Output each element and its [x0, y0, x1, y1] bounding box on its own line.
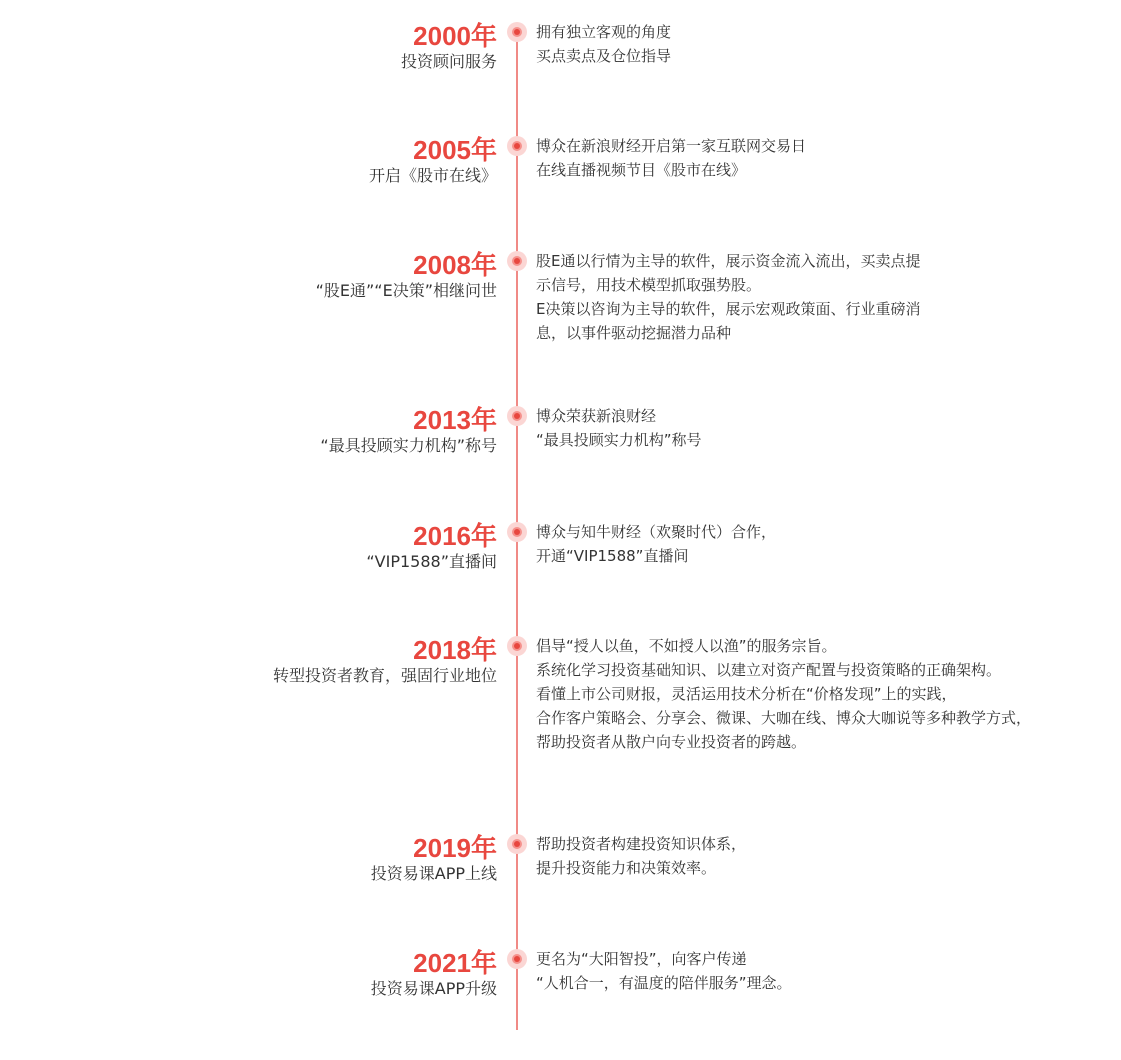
entry-subtitle: “VIP1588”直播间 [366, 552, 497, 571]
description-line: 倡导“授人以鱼，不如授人以渔”的服务宗旨。 [536, 637, 837, 655]
entry-description [536, 20, 1096, 68]
entry-subtitle: 开启《股市在线》 [368, 166, 497, 185]
entry-left [369, 134, 497, 188]
entry-left [273, 634, 497, 688]
entry-left [366, 520, 497, 574]
description-line: 开通“VIP1588”直播间 [536, 547, 689, 565]
entry-subtitle: “最具投顾实力机构”称号 [320, 436, 497, 455]
description-line: “人机合一，有温度的陪伴服务”理念。 [536, 974, 792, 992]
description-line: 息，以事件驱动挖掘潜力品种 [536, 324, 732, 342]
entry-subtitle: 投资易课APP升级 [370, 979, 497, 998]
description-line: 买点卖点及仓位指导 [536, 47, 672, 65]
entry-description [536, 249, 1096, 345]
description-line: 提升投资能力和决策效率。 [536, 859, 717, 877]
entry-year: 2019年 [413, 833, 497, 863]
entry-description [536, 634, 1096, 754]
timeline-dot-icon [507, 636, 527, 656]
entry-year: 2013年 [413, 405, 497, 435]
description-line: 合作客户策略会、分享会、微课、大咖在线、博众大咖说等多种教学方式， [536, 709, 1032, 727]
entry-left [320, 404, 497, 458]
description-line: 系统化学习投资基础知识、以建立对资产配置与投资策略的正确架构。 [536, 661, 1002, 679]
description-line: 博众在新浪财经开启第一家互联网交易日 [536, 137, 807, 155]
entry-description [536, 404, 1096, 452]
entry-left [401, 20, 497, 74]
entry-description [536, 520, 1096, 568]
description-line: 博众荣获新浪财经 [536, 407, 657, 425]
entry-year: 2021年 [413, 948, 497, 978]
entry-left [371, 832, 497, 886]
entry-left [371, 947, 497, 1001]
entry-subtitle: 投资顾问服务 [400, 52, 497, 71]
description-line: 股E通以行情为主导的软件，展示资金流入流出，买卖点提 [536, 252, 921, 270]
timeline-dot-icon [507, 522, 527, 542]
entry-left [316, 249, 497, 303]
description-line: 更名为“大阳智投”，向客户传递 [536, 950, 747, 968]
entry-subtitle: “股E通”“E决策”相继问世 [315, 281, 497, 300]
timeline-dot-icon [507, 136, 527, 156]
timeline-dot-icon [507, 22, 527, 42]
description-line: “最具投顾实力机构”称号 [536, 431, 702, 449]
entry-year: 2008年 [413, 250, 497, 280]
description-line: 帮助投资者从散户向专业投资者的跨越。 [536, 733, 807, 751]
description-line: 示信号，用技术模型抓取强势股。 [536, 276, 762, 294]
entry-year: 2018年 [413, 635, 497, 665]
entry-description [536, 947, 1096, 995]
entry-subtitle: 转型投资者教育，强固行业地位 [272, 666, 497, 685]
entry-year: 2005年 [413, 135, 497, 165]
description-line: 拥有独立客观的角度 [536, 23, 672, 41]
timeline-dot-icon [507, 949, 527, 969]
entry-description [536, 134, 1096, 182]
description-line: 在线直播视频节目《股市在线》 [536, 161, 747, 179]
description-line: 博众与知牛财经（欢聚时代）合作， [536, 523, 777, 541]
entry-year: 2000年 [413, 21, 497, 51]
timeline-dot-icon [507, 251, 527, 271]
entry-description [536, 832, 1096, 880]
timeline-dot-icon [507, 406, 527, 426]
entry-subtitle: 投资易课APP上线 [370, 864, 497, 883]
description-line: 看懂上市公司财报，灵活运用技术分析在“价格发现”上的实践， [536, 685, 957, 703]
entry-year: 2016年 [413, 521, 497, 551]
description-line: 帮助投资者构建投资知识体系， [536, 835, 747, 853]
timeline-dot-icon [507, 834, 527, 854]
description-line: E决策以咨询为主导的软件，展示宏观政策面、行业重磅消 [536, 300, 921, 318]
